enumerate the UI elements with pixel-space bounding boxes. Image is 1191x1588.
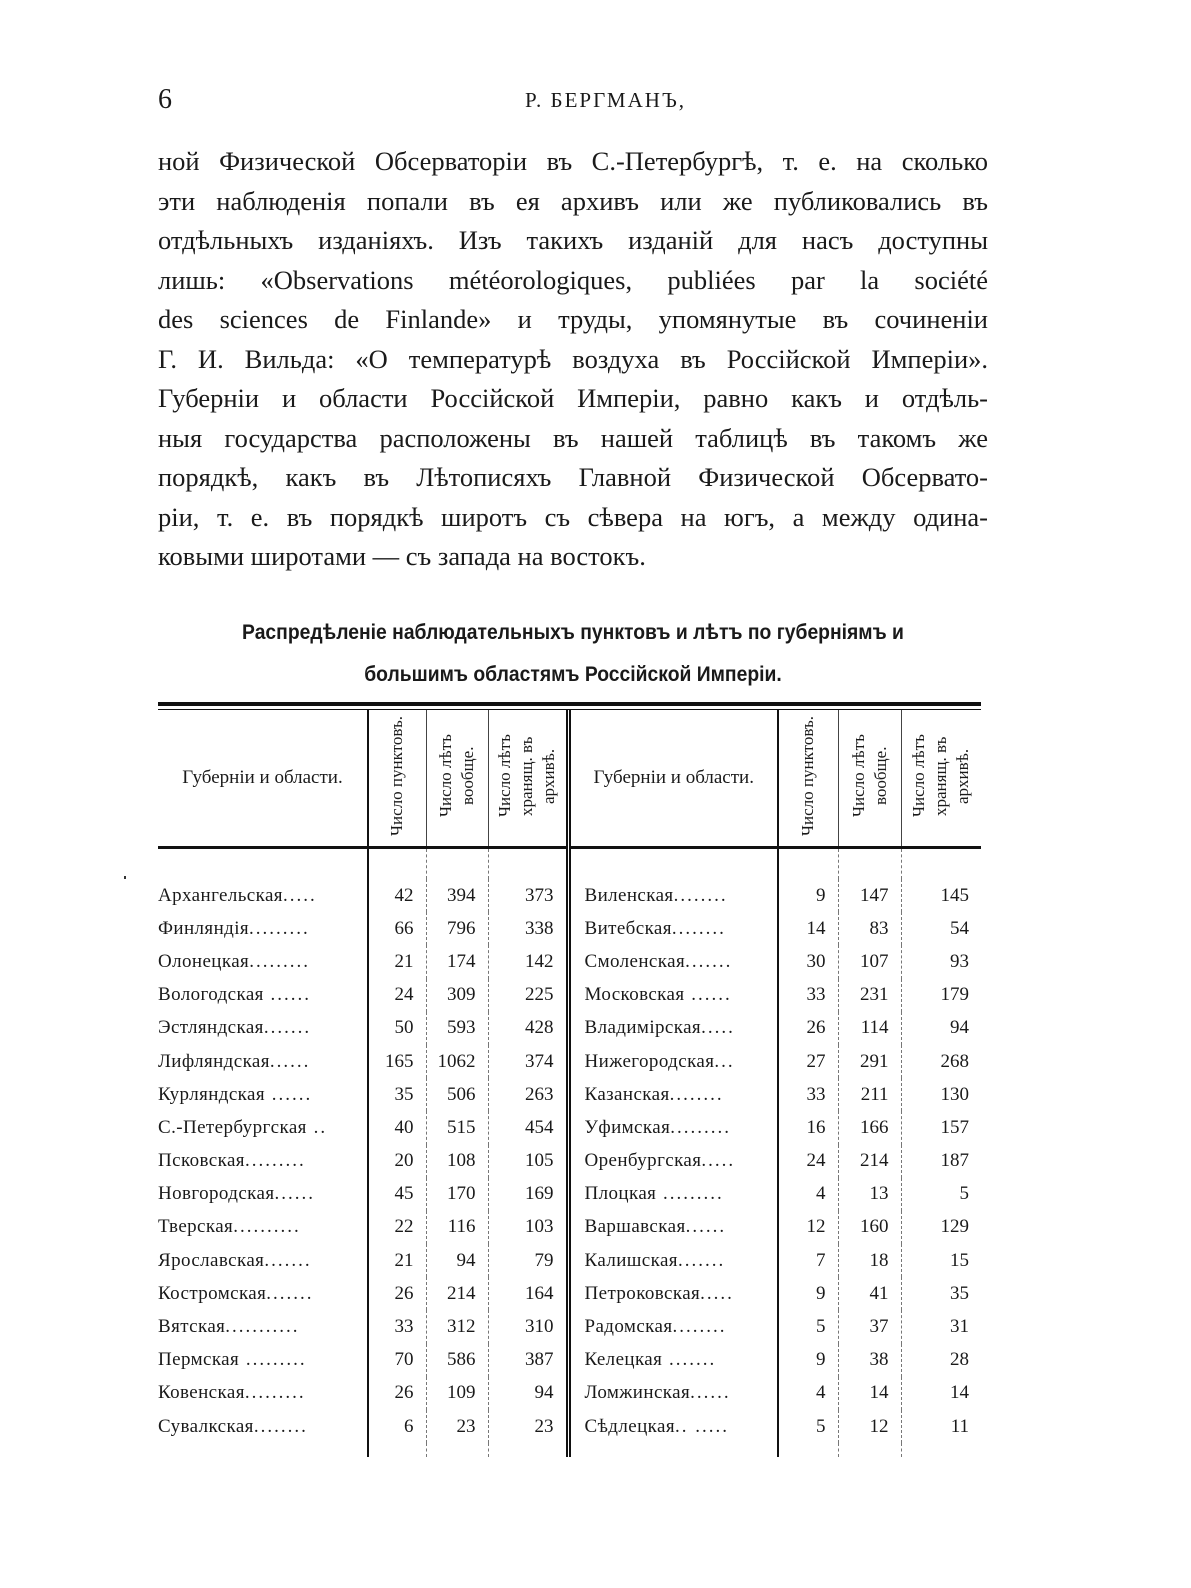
years-archive-cell: 28 — [901, 1344, 981, 1377]
years-total-cell: 394 — [426, 879, 488, 912]
region-name-left — [158, 1310, 368, 1343]
points-cell: 5 — [778, 1310, 838, 1343]
points-cell: 20 — [368, 1145, 426, 1178]
region-label: Ковенская — [158, 1382, 245, 1404]
region-label: Смоленская — [584, 950, 686, 972]
region-name-left — [158, 1244, 368, 1277]
region-label: Олонецкая — [158, 950, 250, 972]
years-total-cell: 309 — [426, 979, 488, 1012]
region-name-left — [158, 1045, 368, 1078]
years-archive-cell: 169 — [488, 1178, 568, 1211]
leader-dots: ......... — [244, 1150, 306, 1172]
years-total-cell: 231 — [838, 979, 901, 1012]
leader-dots: ....... — [662, 1349, 717, 1371]
region-label: Тверская — [158, 1216, 234, 1238]
years-archive-cell: 94 — [488, 1377, 568, 1410]
years-archive-cell: 5 — [901, 1178, 981, 1211]
region-name-right — [568, 1045, 778, 1078]
leader-dots: ......... — [249, 950, 310, 972]
years-archive-cell: 142 — [488, 945, 568, 978]
years-archive-cell: 373 — [488, 879, 568, 912]
points-cell: 16 — [778, 1111, 838, 1144]
points-cell: 165 — [368, 1045, 426, 1078]
years-total-cell: 796 — [426, 912, 488, 945]
table-spacer-row — [158, 848, 981, 880]
years-archive-cell: 225 — [488, 979, 568, 1012]
region-label: Радомская — [584, 1316, 673, 1338]
points-cell: 9 — [778, 1277, 838, 1310]
region-label: С.-Петербургская — [158, 1116, 307, 1138]
region-name-right — [568, 1012, 778, 1045]
region-label: Виленская — [584, 884, 674, 906]
points-cell: 33 — [368, 1310, 426, 1343]
region-name-left — [158, 1344, 368, 1377]
years-archive-cell: 31 — [901, 1310, 981, 1343]
years-archive-cell: 374 — [488, 1045, 568, 1078]
region-name-right — [568, 1410, 778, 1443]
years-total-cell: 12 — [838, 1410, 901, 1443]
region-name-right — [568, 1277, 778, 1310]
years-total-cell: 160 — [838, 1211, 901, 1244]
region-name-left — [158, 1111, 368, 1144]
years-archive-cell: 179 — [901, 979, 981, 1012]
region-label: Московская — [584, 984, 685, 1006]
years-total-cell: 83 — [838, 912, 901, 945]
table-caption-line-2: большимъ областямъ Россійской Имперіи. — [364, 663, 782, 686]
region-name-left — [158, 912, 368, 945]
points-cell: 14 — [778, 912, 838, 945]
years-archive-cell: 105 — [488, 1145, 568, 1178]
body-paragraph — [158, 142, 988, 577]
years-archive-cell: 14 — [901, 1377, 981, 1410]
table-row — [158, 945, 981, 978]
region-name-right — [568, 1145, 778, 1178]
leader-dots: ........... — [225, 1316, 300, 1338]
years-total-cell: 94 — [426, 1244, 488, 1277]
region-name-left — [158, 1410, 368, 1443]
region-label: Уфимская — [584, 1116, 671, 1138]
leader-dots: ..... — [701, 1017, 735, 1039]
region-label: Новгородская — [158, 1183, 275, 1205]
region-name-right — [568, 1178, 778, 1211]
table-row — [158, 1244, 981, 1277]
region-name-left — [158, 1145, 368, 1178]
years-archive-cell: 310 — [488, 1310, 568, 1343]
points-cell: 33 — [778, 1078, 838, 1111]
table-row — [158, 1277, 981, 1310]
region-label: Калишская — [584, 1249, 678, 1271]
table-row — [158, 1111, 981, 1144]
region-name-right — [568, 979, 778, 1012]
years-total-cell: 586 — [426, 1344, 488, 1377]
table-row — [158, 1045, 981, 1078]
region-label: Ярославская — [158, 1249, 265, 1271]
years-total-cell: 170 — [426, 1178, 488, 1211]
leader-dots: ........ — [253, 1415, 308, 1437]
region-label: Курляндская — [158, 1083, 265, 1105]
region-label: Лифляндская — [158, 1050, 270, 1072]
points-cell: 5 — [778, 1410, 838, 1443]
header-region-left: Губерніи и области. — [158, 710, 368, 848]
years-total-cell: 312 — [426, 1310, 488, 1343]
leader-dots: .......... — [233, 1216, 301, 1238]
table-tail-row — [158, 1443, 981, 1457]
points-cell: 9 — [778, 1344, 838, 1377]
table-row — [158, 1078, 981, 1111]
years-archive-cell: 23 — [488, 1410, 568, 1443]
region-name-right — [568, 945, 778, 978]
years-total-cell: 291 — [838, 1045, 901, 1078]
leader-dots: ........ — [671, 917, 726, 939]
body-line: Г. И. Вильда: «О температурѣ воздуха въ Россійской Имперіи». — [158, 343, 988, 374]
leader-dots: ....... — [264, 1249, 312, 1271]
region-name-left — [158, 979, 368, 1012]
body-line: порядкѣ, какъ въ Лѣтописяхъ Главной Физической Обсервато- — [158, 462, 988, 492]
years-total-cell: 116 — [426, 1211, 488, 1244]
body-line: лишь: «Observations météorologiques, publiées par la société — [158, 264, 988, 295]
leader-dots: ...... — [263, 984, 312, 1006]
leader-dots: ........ — [669, 1083, 724, 1105]
years-archive-cell: 35 — [901, 1277, 981, 1310]
body-line: ковыми широтами — съ запада на востокъ. — [158, 541, 646, 571]
header-region-right: Губерніи и области. — [568, 710, 778, 848]
leader-dots: ....... — [263, 1017, 312, 1039]
region-name-right — [568, 1377, 778, 1410]
region-label: Эстляндская — [158, 1017, 264, 1039]
years-archive-cell: 11 — [901, 1410, 981, 1443]
region-name-right — [568, 1078, 778, 1111]
years-total-cell: 214 — [838, 1145, 901, 1178]
years-archive-cell: 129 — [901, 1211, 981, 1244]
table-row — [158, 1012, 981, 1045]
region-label: Финляндія — [158, 917, 250, 939]
region-label: Петроковская — [584, 1282, 701, 1304]
years-archive-cell: 15 — [901, 1244, 981, 1277]
region-label: Плоцкая — [584, 1183, 657, 1205]
years-total-cell: 147 — [838, 879, 901, 912]
leader-dots: ......... — [249, 917, 310, 939]
header-years-archive-left: Число лѣтъ хранящ. въ архивѣ. — [488, 710, 568, 848]
leader-dots: ......... — [244, 1382, 306, 1404]
years-archive-cell: 263 — [488, 1078, 568, 1111]
region-label: Нижегородская — [584, 1050, 715, 1072]
years-total-cell: 174 — [426, 945, 488, 978]
table-row — [158, 912, 981, 945]
leader-dots: ........ — [672, 1316, 727, 1338]
leader-dots: ...... — [265, 1083, 313, 1105]
years-total-cell: 38 — [838, 1344, 901, 1377]
region-label: Вятская — [158, 1316, 226, 1338]
years-archive-cell: 157 — [901, 1111, 981, 1144]
running-head — [0, 88, 1191, 113]
points-cell: 26 — [368, 1277, 426, 1310]
points-cell: 24 — [778, 1145, 838, 1178]
years-archive-cell: 93 — [901, 945, 981, 978]
region-label: Вологодская — [158, 984, 264, 1006]
years-archive-cell: 164 — [488, 1277, 568, 1310]
leader-dots: ...... — [684, 984, 732, 1006]
body-line: Губерніи и области Россійской Имперіи, равно какъ и отдѣль- — [158, 383, 988, 413]
leader-dots: ....... — [685, 950, 733, 972]
region-name-left — [158, 945, 368, 978]
leader-dots: ... — [714, 1050, 735, 1072]
points-cell: 7 — [778, 1244, 838, 1277]
points-cell: 66 — [368, 912, 426, 945]
region-label: Казанская — [584, 1083, 670, 1105]
table-top-rule — [158, 702, 981, 706]
leader-dots: ........ — [673, 884, 728, 906]
leader-dots: ....... — [266, 1282, 314, 1304]
years-archive-cell: 454 — [488, 1111, 568, 1144]
stations-table — [158, 702, 981, 1457]
years-archive-cell: 94 — [901, 1012, 981, 1045]
points-cell: 45 — [368, 1178, 426, 1211]
points-cell: 35 — [368, 1078, 426, 1111]
years-archive-cell: 338 — [488, 912, 568, 945]
years-archive-cell: 130 — [901, 1078, 981, 1111]
table-row — [158, 979, 981, 1012]
points-cell: 33 — [778, 979, 838, 1012]
table-row — [158, 1344, 981, 1377]
table-row — [158, 1377, 981, 1410]
region-name-left — [158, 1178, 368, 1211]
years-total-cell: 13 — [838, 1178, 901, 1211]
region-label: Сувалкская — [158, 1415, 254, 1437]
leader-dots: ......... — [239, 1349, 307, 1371]
years-total-cell: 1062 — [426, 1045, 488, 1078]
region-label: Костромская — [158, 1282, 267, 1304]
years-total-cell: 41 — [838, 1277, 901, 1310]
points-cell: 9 — [778, 879, 838, 912]
leader-dots: ....... — [677, 1249, 726, 1271]
table-header-row — [158, 710, 981, 848]
years-total-cell: 593 — [426, 1012, 488, 1045]
years-total-cell: 109 — [426, 1377, 488, 1410]
leader-dots: .. — [306, 1116, 328, 1138]
print-speck — [124, 876, 126, 879]
table-row — [158, 1145, 981, 1178]
region-name-right — [568, 1111, 778, 1144]
region-name-right — [568, 1344, 778, 1377]
region-label: Архангельская — [158, 884, 283, 906]
body-line: отдѣльныхъ изданіяхъ. Изъ такихъ изданій для насъ доступны — [158, 225, 988, 255]
table-caption-line-1: Распредѣленіе наблюдательныхъ пунктовъ и лѣтъ по губерніямъ и — [242, 621, 904, 644]
years-archive-cell: 387 — [488, 1344, 568, 1377]
leader-dots: ..... — [701, 1150, 736, 1172]
points-cell: 21 — [368, 1244, 426, 1277]
region-name-right — [568, 1244, 778, 1277]
points-cell: 22 — [368, 1211, 426, 1244]
years-archive-cell: 145 — [901, 879, 981, 912]
points-cell: 4 — [778, 1377, 838, 1410]
points-cell: 26 — [778, 1012, 838, 1045]
region-label: Сѣдлецкая — [584, 1415, 675, 1437]
header-years-archive-right: Число лѣтъ хранящ. въ архивѣ. — [901, 710, 981, 848]
points-cell: 50 — [368, 1012, 426, 1045]
years-archive-cell: 103 — [488, 1211, 568, 1244]
region-label: Владимірская — [584, 1017, 702, 1039]
header-points-left: Число пунктовъ. — [368, 710, 426, 848]
region-name-left — [158, 879, 368, 912]
header-years-total-right: Число лѣтъ вообще. — [838, 710, 901, 848]
leader-dots: ..... — [700, 1282, 734, 1304]
points-cell: 6 — [368, 1410, 426, 1443]
region-name-left — [158, 1078, 368, 1111]
region-name-right — [568, 912, 778, 945]
points-cell: 27 — [778, 1045, 838, 1078]
years-total-cell: 37 — [838, 1310, 901, 1343]
years-total-cell: 114 — [838, 1012, 901, 1045]
body-line: ной Физической Обсерваторіи въ С.-Петербургѣ, т. е. на сколько — [158, 146, 988, 176]
table-caption — [191, 612, 955, 696]
body-line: эти наблюденія попали въ ея архивъ или же публиковались въ — [158, 185, 988, 216]
region-label: Варшавская — [584, 1216, 686, 1238]
years-total-cell: 166 — [838, 1111, 901, 1144]
body-line: ныя государства расположены въ нашей таблицѣ въ такомъ же — [158, 422, 988, 453]
years-archive-cell: 187 — [901, 1145, 981, 1178]
years-total-cell: 214 — [426, 1277, 488, 1310]
leader-dots: .. ..... — [674, 1415, 729, 1437]
region-name-right — [568, 1211, 778, 1244]
table-row — [158, 1310, 981, 1343]
region-label: Оренбургская — [584, 1150, 702, 1172]
years-total-cell: 211 — [838, 1078, 901, 1111]
years-archive-cell: 428 — [488, 1012, 568, 1045]
body-line: des sciences de Finlande» и труды, упомянутые въ сочиненіи — [158, 304, 988, 334]
years-total-cell: 107 — [838, 945, 901, 978]
region-label: Псковская — [158, 1150, 245, 1172]
leader-dots: ...... — [269, 1050, 311, 1072]
table-row — [158, 1211, 981, 1244]
years-archive-cell: 79 — [488, 1244, 568, 1277]
points-cell: 24 — [368, 979, 426, 1012]
years-total-cell: 108 — [426, 1145, 488, 1178]
page-number: 6 — [158, 84, 172, 115]
region-name-right — [568, 1310, 778, 1343]
leader-dots: ...... — [274, 1183, 315, 1205]
region-label: Витебская — [584, 917, 672, 939]
region-name-left — [158, 1277, 368, 1310]
leader-dots: ......... — [670, 1116, 731, 1138]
points-cell: 70 — [368, 1344, 426, 1377]
points-cell: 42 — [368, 879, 426, 912]
region-label: Пермская — [158, 1349, 240, 1371]
body-line: ріи, т. е. въ порядкѣ широтъ съ сѣвера на югъ, а между одина- — [158, 501, 988, 532]
table-row — [158, 879, 981, 912]
years-total-cell: 506 — [426, 1078, 488, 1111]
table-row — [158, 1178, 981, 1211]
years-total-cell: 23 — [426, 1410, 488, 1443]
header-points-right: Число пунктовъ. — [778, 710, 838, 848]
points-cell: 40 — [368, 1111, 426, 1144]
points-cell: 21 — [368, 945, 426, 978]
region-name-left — [158, 1377, 368, 1410]
points-cell: 12 — [778, 1211, 838, 1244]
years-archive-cell: 268 — [901, 1045, 981, 1078]
years-total-cell: 515 — [426, 1111, 488, 1144]
table-row — [158, 1410, 981, 1443]
years-archive-cell: 54 — [901, 912, 981, 945]
leader-dots: ...... — [690, 1382, 731, 1404]
region-name-left — [158, 1012, 368, 1045]
header-years-total-left: Число лѣтъ вообще. — [426, 710, 488, 848]
region-name-left — [158, 1211, 368, 1244]
region-name-right — [568, 879, 778, 912]
points-cell: 30 — [778, 945, 838, 978]
region-label: Ломжинская — [584, 1382, 691, 1404]
leader-dots: ..... — [282, 884, 317, 906]
points-cell: 4 — [778, 1178, 838, 1211]
years-total-cell: 18 — [838, 1244, 901, 1277]
running-head-text: Р. БЕРГМАНЪ, — [524, 88, 687, 112]
points-cell: 26 — [368, 1377, 426, 1410]
leader-dots: ...... — [685, 1216, 727, 1238]
leader-dots: ......... — [656, 1183, 724, 1205]
region-label: Келецкая — [584, 1349, 663, 1371]
years-total-cell: 14 — [838, 1377, 901, 1410]
